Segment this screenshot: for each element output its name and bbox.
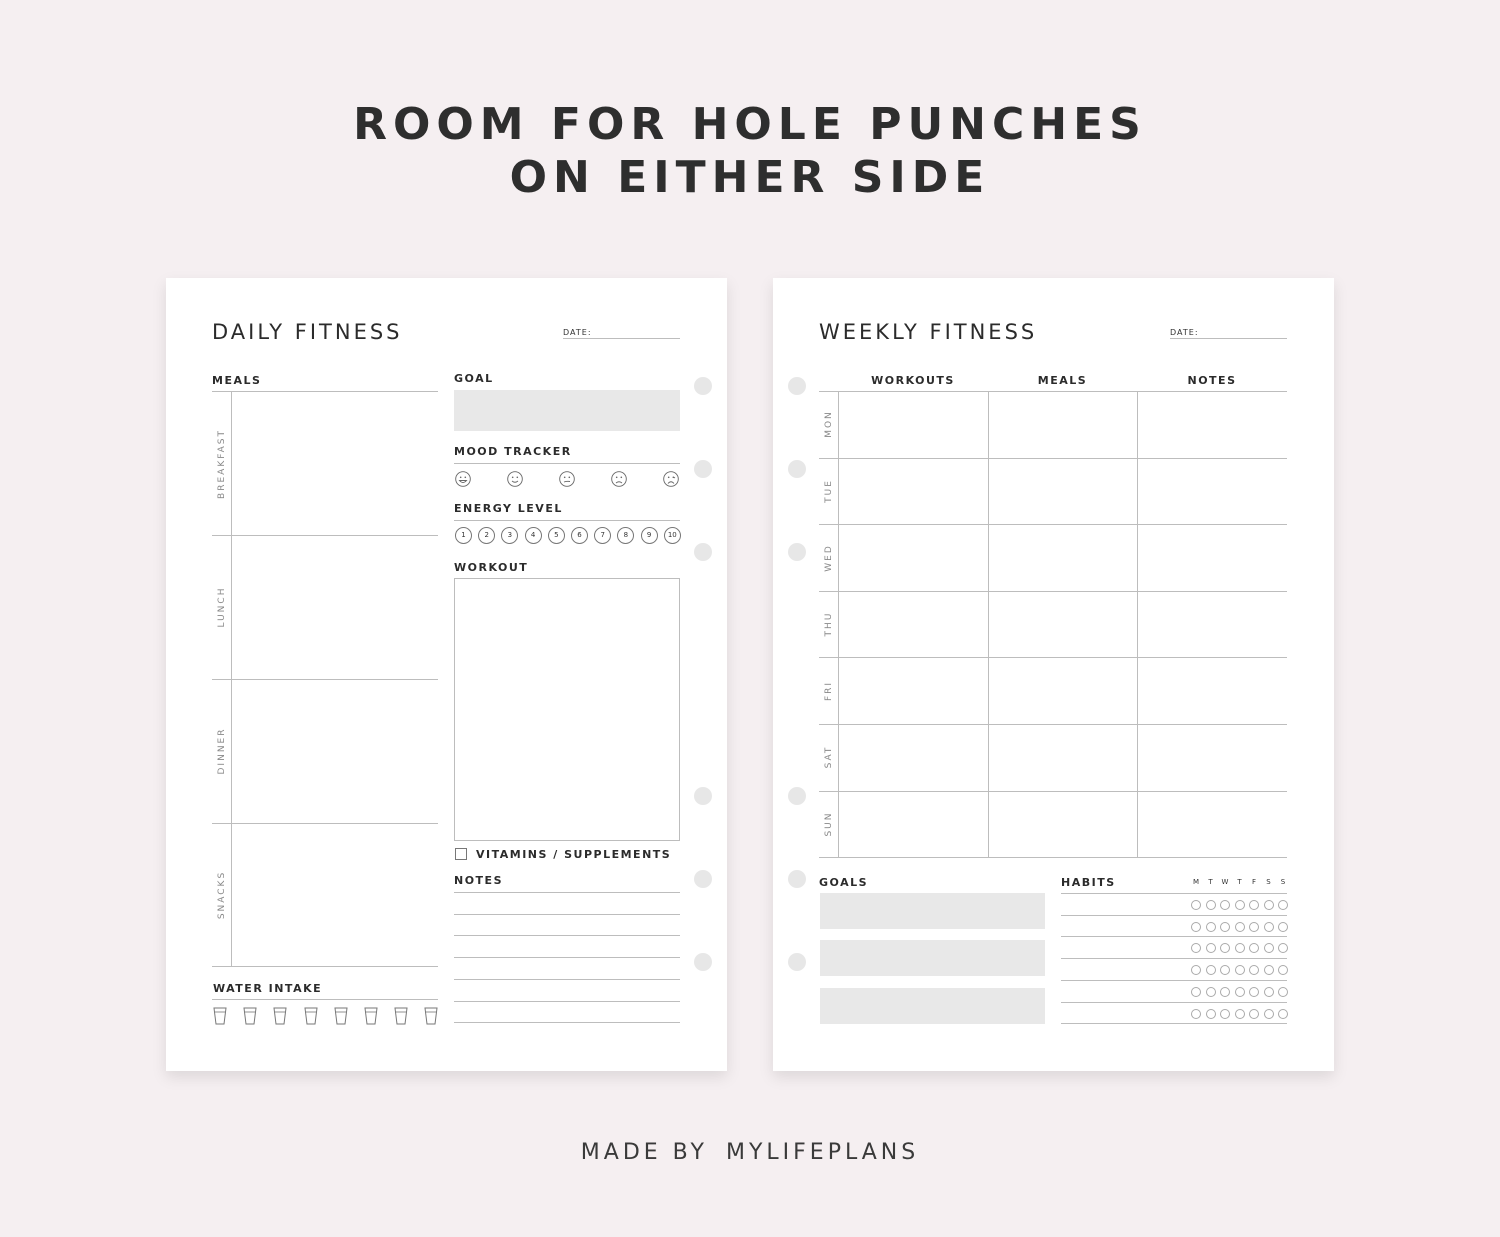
habit-checkbox[interactable] [1206,965,1216,975]
energy-level-label: ENERGY LEVEL [454,502,563,515]
habit-day-label: S [1280,878,1286,886]
habit-checkbox[interactable] [1278,965,1288,975]
habit-checkbox[interactable] [1235,922,1245,932]
meals-cell[interactable] [990,460,1136,524]
water-intake-label: WATER INTAKE [213,982,323,995]
habit-checkbox[interactable] [1264,943,1274,953]
habit-line[interactable] [1061,1002,1287,1003]
headline-line-2: ON EITHER SIDE [509,152,991,203]
energy-level-option[interactable]: 6 [571,527,588,544]
punch-hole [694,377,712,395]
goal-box[interactable] [820,988,1045,1024]
habit-checkbox[interactable] [1235,987,1245,997]
habit-day-label: W [1221,878,1229,886]
column-header-workouts: WORKOUTS [871,374,955,387]
note-line[interactable] [454,914,680,915]
divider [212,535,438,536]
note-line[interactable] [454,979,680,980]
workout-label: WORKOUT [454,561,529,574]
habit-checkbox[interactable] [1235,965,1245,975]
page-title: WEEKLY FITNESS [819,320,1038,344]
goal-label: GOAL [454,372,494,385]
breakfast-area[interactable] [233,393,438,534]
habit-checkbox[interactable] [1220,1009,1230,1019]
energy-level-option[interactable]: 3 [501,527,518,544]
very-sad-face-icon[interactable] [663,471,679,487]
habit-checkbox[interactable] [1264,922,1274,932]
habit-checkbox[interactable] [1249,1009,1259,1019]
divider [454,520,680,521]
habit-day-label: T [1237,878,1242,886]
energy-level-option[interactable]: 2 [478,527,495,544]
habit-checkbox[interactable] [1249,900,1259,910]
divider [819,591,1287,592]
day-label: FRI [824,680,834,701]
habit-checkbox[interactable] [1235,943,1245,953]
habit-checkbox[interactable] [1220,900,1230,910]
habit-line[interactable] [1061,980,1287,981]
punch-hole [788,953,806,971]
notes-cell[interactable] [1139,659,1287,723]
water-cup-icon[interactable] [364,1007,378,1025]
punch-hole [694,953,712,971]
habits-label: HABITS [1061,876,1116,889]
date-field[interactable] [563,338,680,339]
water-cup-icon[interactable] [424,1007,438,1025]
note-line[interactable] [454,957,680,958]
goal-box[interactable] [454,390,680,431]
page-title: DAILY FITNESS [212,320,403,344]
day-label: SUN [824,811,834,837]
energy-level-option[interactable]: 4 [525,527,542,544]
workouts-cell[interactable] [840,460,987,524]
divider [819,857,1287,858]
habit-checkbox[interactable] [1220,922,1230,932]
divider [212,391,438,392]
workout-box[interactable] [454,578,680,841]
day-label: WED [824,543,834,572]
goals-label: GOALS [819,876,869,889]
habit-checkbox[interactable] [1264,987,1274,997]
habit-line[interactable] [1061,1023,1287,1024]
habit-checkbox[interactable] [1235,1009,1245,1019]
divider [838,392,839,858]
energy-level-option[interactable]: 1 [455,527,472,544]
habit-checkbox[interactable] [1220,943,1230,953]
workouts-cell[interactable] [840,526,987,590]
habit-checkbox[interactable] [1220,965,1230,975]
punch-hole [788,787,806,805]
habit-day-label: F [1251,878,1257,886]
divider [988,392,989,858]
habit-checkbox[interactable] [1264,965,1274,975]
divider [819,458,1287,459]
dinner-area[interactable] [233,681,438,822]
note-line[interactable] [454,935,680,936]
lunch-area[interactable] [233,537,438,678]
note-line[interactable] [454,892,680,893]
column-header-meals: MEALS [1037,374,1088,387]
water-cup-icon[interactable] [243,1007,257,1025]
notes-cell[interactable] [1139,526,1287,590]
habit-checkbox[interactable] [1191,965,1201,975]
habit-checkbox[interactable] [1264,900,1274,910]
water-cup-icon[interactable] [213,1007,227,1025]
habit-checkbox[interactable] [1220,987,1230,997]
meals-cell[interactable] [990,726,1136,790]
snacks-label: SNACKS [217,870,227,920]
habit-checkbox[interactable] [1191,987,1201,997]
punch-hole [788,460,806,478]
vitamins-checkbox[interactable] [455,848,467,860]
note-line[interactable] [454,1001,680,1002]
habit-checkbox[interactable] [1249,965,1259,975]
habit-day-label: M [1192,878,1200,886]
footer [0,1140,1500,1165]
meals-label: MEALS [212,374,262,387]
divider [212,823,438,824]
meals-cell[interactable] [990,593,1136,657]
habit-checkbox[interactable] [1191,943,1201,953]
energy-level-option[interactable]: 9 [641,527,658,544]
habit-checkbox[interactable] [1278,1009,1288,1019]
meals-cell[interactable] [990,526,1136,590]
water-cup-icon[interactable] [304,1007,318,1025]
notes-cell[interactable] [1139,793,1287,857]
sad-face-icon[interactable] [611,471,627,487]
habit-checkbox[interactable] [1264,1009,1274,1019]
date-field[interactable] [1170,338,1287,339]
habit-checkbox[interactable] [1278,987,1288,997]
divider [212,999,438,1000]
divider [454,463,680,464]
habit-checkbox[interactable] [1249,987,1259,997]
punch-hole [694,787,712,805]
punch-hole [694,543,712,561]
date-label: DATE: [563,328,592,337]
energy-level-option[interactable]: 7 [594,527,611,544]
meals-cell[interactable] [990,393,1136,457]
daily-fitness-page [166,278,727,1071]
dinner-label: DINNER [217,727,227,775]
energy-level-option[interactable]: 5 [548,527,565,544]
neutral-face-icon[interactable] [559,471,575,487]
punch-hole [694,460,712,478]
habit-checkbox[interactable] [1191,922,1201,932]
habit-checkbox[interactable] [1191,900,1201,910]
notes-cell[interactable] [1139,393,1287,457]
snacks-area[interactable] [233,825,438,965]
punch-hole [788,543,806,561]
habit-checkbox[interactable] [1278,900,1288,910]
habit-line[interactable] [1061,915,1287,916]
notes-cell[interactable] [1139,460,1287,524]
habit-checkbox[interactable] [1206,922,1216,932]
divider [1137,392,1138,858]
water-cup-icon[interactable] [334,1007,348,1025]
lunch-label: LUNCH [217,586,227,628]
workouts-cell[interactable] [840,393,987,457]
vitamins-label: VITAMINS / SUPPLEMENTS [476,848,672,861]
habit-checkbox[interactable] [1206,943,1216,953]
goal-box[interactable] [820,893,1045,929]
divider [819,524,1287,525]
habit-checkbox[interactable] [1235,900,1245,910]
habit-line[interactable] [1061,958,1287,959]
date-label: DATE: [1170,328,1199,337]
punch-hole [788,377,806,395]
workouts-cell[interactable] [840,593,987,657]
notes-cell[interactable] [1139,593,1287,657]
workouts-cell[interactable] [840,726,987,790]
divider [819,724,1287,725]
headline [0,98,1500,204]
meals-cell[interactable] [990,659,1136,723]
day-label: SAT [824,745,834,769]
habit-checkbox[interactable] [1206,1009,1216,1019]
weekly-fitness-page [773,278,1334,1071]
habit-checkbox[interactable] [1249,922,1259,932]
habit-checkbox[interactable] [1278,922,1288,932]
punch-hole [694,870,712,888]
divider [819,791,1287,792]
habit-checkbox[interactable] [1206,987,1216,997]
habit-checkbox[interactable] [1278,943,1288,953]
habit-line[interactable] [1061,936,1287,937]
breakfast-label: BREAKFAST [217,429,227,499]
meals-cell[interactable] [990,793,1136,857]
made-by-label: MADE BY [580,1140,708,1165]
workouts-cell[interactable] [840,793,987,857]
habit-day-label: S [1266,878,1271,886]
brand-name: MYLIFEPLANS [725,1140,920,1165]
day-label: TUE [824,479,834,503]
very-happy-face-icon[interactable] [455,471,471,487]
notes-label: NOTES [454,874,503,887]
divider [212,679,438,680]
habit-checkbox[interactable] [1206,900,1216,910]
energy-level-option[interactable]: 10 [664,527,681,544]
punch-hole [788,870,806,888]
habit-checkbox[interactable] [1191,1009,1201,1019]
note-line[interactable] [454,1022,680,1023]
divider [819,657,1287,658]
divider [819,391,1287,392]
habit-day-label: T [1208,878,1213,886]
water-cup-icon[interactable] [273,1007,287,1025]
water-cup-icon[interactable] [394,1007,408,1025]
energy-level-option[interactable]: 8 [617,527,634,544]
happy-face-icon[interactable] [507,471,523,487]
headline-line-1: ROOM FOR HOLE PUNCHES [353,99,1147,150]
divider [212,966,438,967]
workouts-cell[interactable] [840,659,987,723]
habit-checkbox[interactable] [1249,943,1259,953]
divider [1061,893,1287,894]
mood-tracker-label: MOOD TRACKER [454,445,572,458]
goal-box[interactable] [820,940,1045,976]
day-label: THU [824,611,834,637]
day-label: MON [824,410,834,439]
column-header-notes: NOTES [1187,374,1237,387]
notes-cell[interactable] [1139,726,1287,790]
